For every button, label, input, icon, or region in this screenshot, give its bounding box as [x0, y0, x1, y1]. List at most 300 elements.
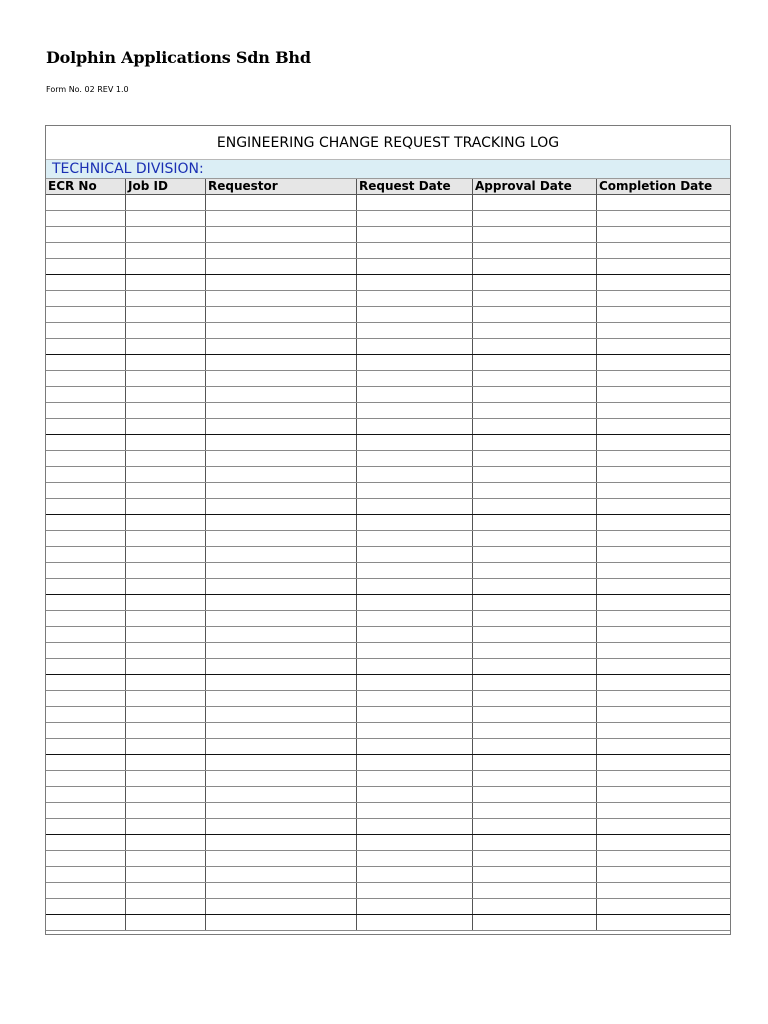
- table-cell[interactable]: [473, 211, 597, 227]
- table-cell[interactable]: [46, 499, 126, 515]
- table-cell[interactable]: [206, 435, 357, 451]
- table-cell[interactable]: [206, 451, 357, 467]
- table-cell[interactable]: [597, 643, 732, 659]
- table-row: [46, 259, 732, 275]
- table-cell[interactable]: [206, 755, 357, 771]
- table-cell[interactable]: [597, 579, 732, 595]
- table-cell[interactable]: [473, 595, 597, 611]
- table-cell[interactable]: [357, 771, 473, 787]
- table-cell[interactable]: [357, 739, 473, 755]
- table-cell[interactable]: [473, 883, 597, 899]
- table-cell[interactable]: [597, 307, 732, 323]
- table-cell[interactable]: [357, 307, 473, 323]
- table-cell[interactable]: [126, 563, 206, 579]
- table-cell[interactable]: [46, 291, 126, 307]
- table-cell[interactable]: [126, 419, 206, 435]
- table-cell[interactable]: [357, 339, 473, 355]
- table-cell[interactable]: [46, 483, 126, 499]
- table-cell[interactable]: [597, 499, 732, 515]
- table-cell[interactable]: [126, 355, 206, 371]
- table-cell[interactable]: [206, 691, 357, 707]
- table-cell[interactable]: [46, 515, 126, 531]
- table-cell[interactable]: [126, 195, 206, 211]
- table-cell[interactable]: [46, 371, 126, 387]
- table-cell[interactable]: [126, 451, 206, 467]
- table-cell[interactable]: [206, 323, 357, 339]
- table-cell[interactable]: [357, 707, 473, 723]
- table-cell[interactable]: [597, 387, 732, 403]
- table-cell[interactable]: [357, 227, 473, 243]
- table-cell[interactable]: [126, 323, 206, 339]
- table-cell[interactable]: [357, 243, 473, 259]
- table-cell[interactable]: [357, 275, 473, 291]
- table-cell[interactable]: [357, 419, 473, 435]
- table-row: [46, 387, 732, 403]
- table-cell[interactable]: [473, 915, 597, 931]
- table-cell[interactable]: [473, 803, 597, 819]
- table-cell[interactable]: [126, 643, 206, 659]
- table-cell[interactable]: [46, 323, 126, 339]
- table-cell[interactable]: [206, 835, 357, 851]
- table-cell[interactable]: [597, 419, 732, 435]
- table-cell[interactable]: [126, 211, 206, 227]
- table-cell[interactable]: [46, 835, 126, 851]
- table-cell[interactable]: [46, 403, 126, 419]
- table-cell[interactable]: [473, 371, 597, 387]
- table-cell[interactable]: [597, 659, 732, 675]
- table-cell[interactable]: [357, 531, 473, 547]
- table-cell[interactable]: [473, 307, 597, 323]
- table-cell[interactable]: [597, 819, 732, 835]
- table-cell[interactable]: [597, 675, 732, 691]
- table-cell[interactable]: [126, 307, 206, 323]
- table-cell[interactable]: [597, 435, 732, 451]
- table-cell[interactable]: [206, 723, 357, 739]
- table-cell[interactable]: [597, 611, 732, 627]
- table-cell[interactable]: [206, 915, 357, 931]
- table-cell[interactable]: [46, 675, 126, 691]
- table-cell[interactable]: [597, 755, 732, 771]
- table-cell[interactable]: [126, 867, 206, 883]
- table-cell[interactable]: [597, 323, 732, 339]
- table-cell[interactable]: [597, 339, 732, 355]
- table-cell[interactable]: [46, 531, 126, 547]
- table-cell[interactable]: [46, 659, 126, 675]
- table-cell[interactable]: [46, 195, 126, 211]
- table-cell[interactable]: [126, 339, 206, 355]
- table-row: [46, 643, 732, 659]
- table-cell[interactable]: [206, 595, 357, 611]
- table-cell[interactable]: [206, 371, 357, 387]
- table-cell[interactable]: [126, 883, 206, 899]
- table-row: [46, 627, 732, 643]
- table-cell[interactable]: [126, 627, 206, 643]
- table-cell[interactable]: [126, 467, 206, 483]
- table-cell[interactable]: [206, 675, 357, 691]
- table-cell[interactable]: [597, 787, 732, 803]
- table-cell[interactable]: [473, 707, 597, 723]
- table-cell[interactable]: [126, 595, 206, 611]
- table-cell[interactable]: [473, 387, 597, 403]
- table-cell[interactable]: [597, 883, 732, 899]
- table-cell[interactable]: [126, 851, 206, 867]
- table-cell[interactable]: [206, 883, 357, 899]
- table-row: [46, 515, 732, 531]
- table-cell[interactable]: [473, 515, 597, 531]
- table-row: [46, 883, 732, 899]
- table-cell[interactable]: [597, 243, 732, 259]
- table-cell[interactable]: [357, 787, 473, 803]
- table-cell[interactable]: [473, 259, 597, 275]
- table-cell[interactable]: [206, 291, 357, 307]
- table-row: [46, 291, 732, 307]
- table-cell[interactable]: [597, 531, 732, 547]
- table-cell[interactable]: [46, 419, 126, 435]
- table-cell[interactable]: [46, 579, 126, 595]
- table-row: [46, 403, 732, 419]
- table-cell[interactable]: [206, 851, 357, 867]
- table-cell[interactable]: [597, 355, 732, 371]
- table-cell[interactable]: [206, 275, 357, 291]
- table-cell[interactable]: [46, 467, 126, 483]
- table-cell[interactable]: [597, 451, 732, 467]
- table-cell[interactable]: [46, 611, 126, 627]
- table-cell[interactable]: [46, 723, 126, 739]
- table-cell[interactable]: [473, 659, 597, 675]
- table-cell[interactable]: [206, 531, 357, 547]
- table-cell[interactable]: [357, 611, 473, 627]
- table-cell[interactable]: [46, 867, 126, 883]
- table-cell[interactable]: [126, 723, 206, 739]
- table-cell[interactable]: [597, 563, 732, 579]
- table-cell[interactable]: [357, 755, 473, 771]
- table-row: [46, 707, 732, 723]
- table-cell[interactable]: [206, 707, 357, 723]
- table-cell[interactable]: [206, 419, 357, 435]
- table-cell[interactable]: [597, 915, 732, 931]
- table-cell[interactable]: [126, 515, 206, 531]
- table-cell[interactable]: [357, 483, 473, 499]
- table-cell[interactable]: [206, 515, 357, 531]
- table-cell[interactable]: [357, 499, 473, 515]
- table-cell[interactable]: [126, 387, 206, 403]
- table-cell[interactable]: [473, 787, 597, 803]
- table-cell[interactable]: [206, 467, 357, 483]
- table-cell[interactable]: [473, 339, 597, 355]
- table-cell[interactable]: [46, 339, 126, 355]
- table-cell[interactable]: [126, 483, 206, 499]
- table-cell[interactable]: [126, 771, 206, 787]
- table-cell[interactable]: [46, 307, 126, 323]
- table-cell[interactable]: [357, 803, 473, 819]
- table-cell[interactable]: [46, 643, 126, 659]
- table-cell[interactable]: [46, 883, 126, 899]
- table-cell[interactable]: [597, 371, 732, 387]
- table-cell[interactable]: [206, 339, 357, 355]
- table-cell[interactable]: [473, 499, 597, 515]
- table-cell[interactable]: [206, 563, 357, 579]
- table-cell[interactable]: [357, 435, 473, 451]
- table-cell[interactable]: [597, 595, 732, 611]
- table-cell[interactable]: [473, 275, 597, 291]
- table-cell[interactable]: [357, 659, 473, 675]
- table-cell[interactable]: [473, 195, 597, 211]
- table-cell[interactable]: [473, 563, 597, 579]
- table-row: [46, 339, 732, 355]
- table-cell[interactable]: [357, 899, 473, 915]
- table-cell[interactable]: [473, 739, 597, 755]
- table-cell[interactable]: [206, 867, 357, 883]
- table-cell[interactable]: [473, 403, 597, 419]
- table-cell[interactable]: [126, 707, 206, 723]
- table-cell[interactable]: [597, 851, 732, 867]
- table-cell[interactable]: [206, 803, 357, 819]
- table-cell[interactable]: [126, 243, 206, 259]
- table-cell[interactable]: [46, 787, 126, 803]
- table-cell[interactable]: [357, 371, 473, 387]
- table-cell[interactable]: [126, 259, 206, 275]
- table-cell[interactable]: [597, 867, 732, 883]
- table-cell[interactable]: [473, 531, 597, 547]
- table-row: [46, 787, 732, 803]
- table-cell[interactable]: [46, 739, 126, 755]
- table-cell[interactable]: [597, 275, 732, 291]
- table-cell[interactable]: [126, 227, 206, 243]
- table-cell[interactable]: [473, 483, 597, 499]
- table-cell[interactable]: [126, 291, 206, 307]
- table-cell[interactable]: [597, 899, 732, 915]
- table-cell[interactable]: [46, 771, 126, 787]
- table-row: [46, 243, 732, 259]
- table-cell[interactable]: [206, 211, 357, 227]
- table-cell[interactable]: [357, 579, 473, 595]
- table-cell[interactable]: [46, 259, 126, 275]
- table-cell[interactable]: [473, 355, 597, 371]
- table-cell[interactable]: [473, 723, 597, 739]
- table-cell[interactable]: [206, 195, 357, 211]
- table-row: [46, 579, 732, 595]
- table-cell[interactable]: [206, 307, 357, 323]
- table-cell[interactable]: [597, 291, 732, 307]
- table-cell[interactable]: [357, 595, 473, 611]
- table-cell[interactable]: [597, 691, 732, 707]
- table-cell[interactable]: [46, 547, 126, 563]
- table-cell[interactable]: [597, 259, 732, 275]
- table-cell[interactable]: [206, 227, 357, 243]
- table-cell[interactable]: [126, 835, 206, 851]
- table-cell[interactable]: [126, 899, 206, 915]
- table-cell[interactable]: [206, 499, 357, 515]
- table-cell[interactable]: [473, 835, 597, 851]
- table-cell[interactable]: [473, 243, 597, 259]
- table-cell[interactable]: [597, 483, 732, 499]
- column-header-requestor: Requestor: [206, 179, 357, 195]
- table-cell[interactable]: [206, 579, 357, 595]
- table-cell[interactable]: [357, 563, 473, 579]
- table-cell[interactable]: [597, 547, 732, 563]
- table-cell[interactable]: [206, 899, 357, 915]
- table-cell[interactable]: [357, 387, 473, 403]
- table-cell[interactable]: [126, 499, 206, 515]
- table-cell[interactable]: [597, 803, 732, 819]
- table-cell[interactable]: [46, 707, 126, 723]
- table-cell[interactable]: [206, 659, 357, 675]
- table-cell[interactable]: [357, 915, 473, 931]
- table-cell[interactable]: [126, 803, 206, 819]
- tracking-log-table: [45, 179, 731, 931]
- table-cell[interactable]: [46, 211, 126, 227]
- table-cell[interactable]: [206, 403, 357, 419]
- table-cell[interactable]: [473, 755, 597, 771]
- table-cell[interactable]: [357, 883, 473, 899]
- table-cell[interactable]: [46, 851, 126, 867]
- table-cell[interactable]: [597, 771, 732, 787]
- table-cell[interactable]: [473, 771, 597, 787]
- table-cell[interactable]: [473, 675, 597, 691]
- table-cell[interactable]: [46, 451, 126, 467]
- table-cell[interactable]: [46, 563, 126, 579]
- table-cell[interactable]: [46, 435, 126, 451]
- table-cell[interactable]: [357, 691, 473, 707]
- table-cell[interactable]: [126, 435, 206, 451]
- table-cell[interactable]: [597, 403, 732, 419]
- table-cell[interactable]: [357, 259, 473, 275]
- table-cell[interactable]: [473, 451, 597, 467]
- table-cell[interactable]: [473, 643, 597, 659]
- table-cell[interactable]: [46, 803, 126, 819]
- table-cell[interactable]: [206, 355, 357, 371]
- table-cell[interactable]: [126, 691, 206, 707]
- table-cell[interactable]: [126, 739, 206, 755]
- table-cell[interactable]: [126, 531, 206, 547]
- table-cell[interactable]: [597, 835, 732, 851]
- table-cell[interactable]: [126, 755, 206, 771]
- table-cell[interactable]: [597, 195, 732, 211]
- table-cell[interactable]: [206, 483, 357, 499]
- table-cell[interactable]: [473, 419, 597, 435]
- table-cell[interactable]: [126, 547, 206, 563]
- table-cell[interactable]: [473, 819, 597, 835]
- table-cell[interactable]: [126, 371, 206, 387]
- table-cell[interactable]: [597, 211, 732, 227]
- table-cell[interactable]: [206, 787, 357, 803]
- table-cell[interactable]: [473, 579, 597, 595]
- table-cell[interactable]: [473, 227, 597, 243]
- table-cell[interactable]: [206, 739, 357, 755]
- table-cell[interactable]: [357, 627, 473, 643]
- table-cell[interactable]: [597, 739, 732, 755]
- table-cell[interactable]: [46, 755, 126, 771]
- table-cell[interactable]: [46, 227, 126, 243]
- table-cell[interactable]: [126, 915, 206, 931]
- table-row: [46, 435, 732, 451]
- table-cell[interactable]: [473, 899, 597, 915]
- table-cell[interactable]: [357, 403, 473, 419]
- table-cell[interactable]: [126, 659, 206, 675]
- table-cell[interactable]: [473, 323, 597, 339]
- table-cell[interactable]: [46, 899, 126, 915]
- table-cell[interactable]: [206, 627, 357, 643]
- table-cell[interactable]: [473, 611, 597, 627]
- table-cell[interactable]: [126, 675, 206, 691]
- table-cell[interactable]: [357, 291, 473, 307]
- table-cell[interactable]: [126, 611, 206, 627]
- table-cell[interactable]: [597, 707, 732, 723]
- table-cell[interactable]: [357, 835, 473, 851]
- table-cell[interactable]: [597, 515, 732, 531]
- table-cell[interactable]: [357, 675, 473, 691]
- table-cell[interactable]: [206, 643, 357, 659]
- table-cell[interactable]: [357, 547, 473, 563]
- table-cell[interactable]: [206, 259, 357, 275]
- table-row: [46, 835, 732, 851]
- table-cell[interactable]: [473, 547, 597, 563]
- table-cell[interactable]: [46, 627, 126, 643]
- table-cell[interactable]: [597, 467, 732, 483]
- table-cell[interactable]: [46, 355, 126, 371]
- table-cell[interactable]: [473, 851, 597, 867]
- table-cell[interactable]: [357, 355, 473, 371]
- table-cell[interactable]: [206, 611, 357, 627]
- table-row: [46, 451, 732, 467]
- table-row: [46, 611, 732, 627]
- table-cell[interactable]: [126, 787, 206, 803]
- table-cell[interactable]: [206, 547, 357, 563]
- table-cell[interactable]: [46, 243, 126, 259]
- table-cell[interactable]: [206, 243, 357, 259]
- table-cell[interactable]: [206, 387, 357, 403]
- table-cell[interactable]: [46, 275, 126, 291]
- table-row: [46, 723, 732, 739]
- table-row: [46, 771, 732, 787]
- table-cell[interactable]: [357, 211, 473, 227]
- table-cell[interactable]: [597, 723, 732, 739]
- table-cell[interactable]: [473, 435, 597, 451]
- table-cell[interactable]: [357, 323, 473, 339]
- table-cell[interactable]: [473, 627, 597, 643]
- table-cell[interactable]: [46, 387, 126, 403]
- table-cell[interactable]: [126, 819, 206, 835]
- table-row: [46, 195, 732, 211]
- table-cell[interactable]: [473, 867, 597, 883]
- table-cell[interactable]: [357, 467, 473, 483]
- table-cell[interactable]: [206, 819, 357, 835]
- table-cell[interactable]: [357, 451, 473, 467]
- table-cell[interactable]: [46, 915, 126, 931]
- table-cell[interactable]: [126, 275, 206, 291]
- table-cell[interactable]: [357, 195, 473, 211]
- table-cell[interactable]: [597, 627, 732, 643]
- table-cell[interactable]: [126, 579, 206, 595]
- table-cell[interactable]: [357, 643, 473, 659]
- table-cell[interactable]: [46, 819, 126, 835]
- table-cell[interactable]: [357, 851, 473, 867]
- table-cell[interactable]: [473, 467, 597, 483]
- table-cell[interactable]: [357, 867, 473, 883]
- table-cell[interactable]: [126, 403, 206, 419]
- table-cell[interactable]: [46, 691, 126, 707]
- table-cell[interactable]: [357, 819, 473, 835]
- table-cell[interactable]: [473, 691, 597, 707]
- table-cell[interactable]: [597, 227, 732, 243]
- table-row: [46, 467, 732, 483]
- table-cell[interactable]: [206, 771, 357, 787]
- table-cell[interactable]: [46, 595, 126, 611]
- table-cell[interactable]: [357, 723, 473, 739]
- table-cell[interactable]: [473, 291, 597, 307]
- table-row: [46, 915, 732, 931]
- table-cell[interactable]: [357, 515, 473, 531]
